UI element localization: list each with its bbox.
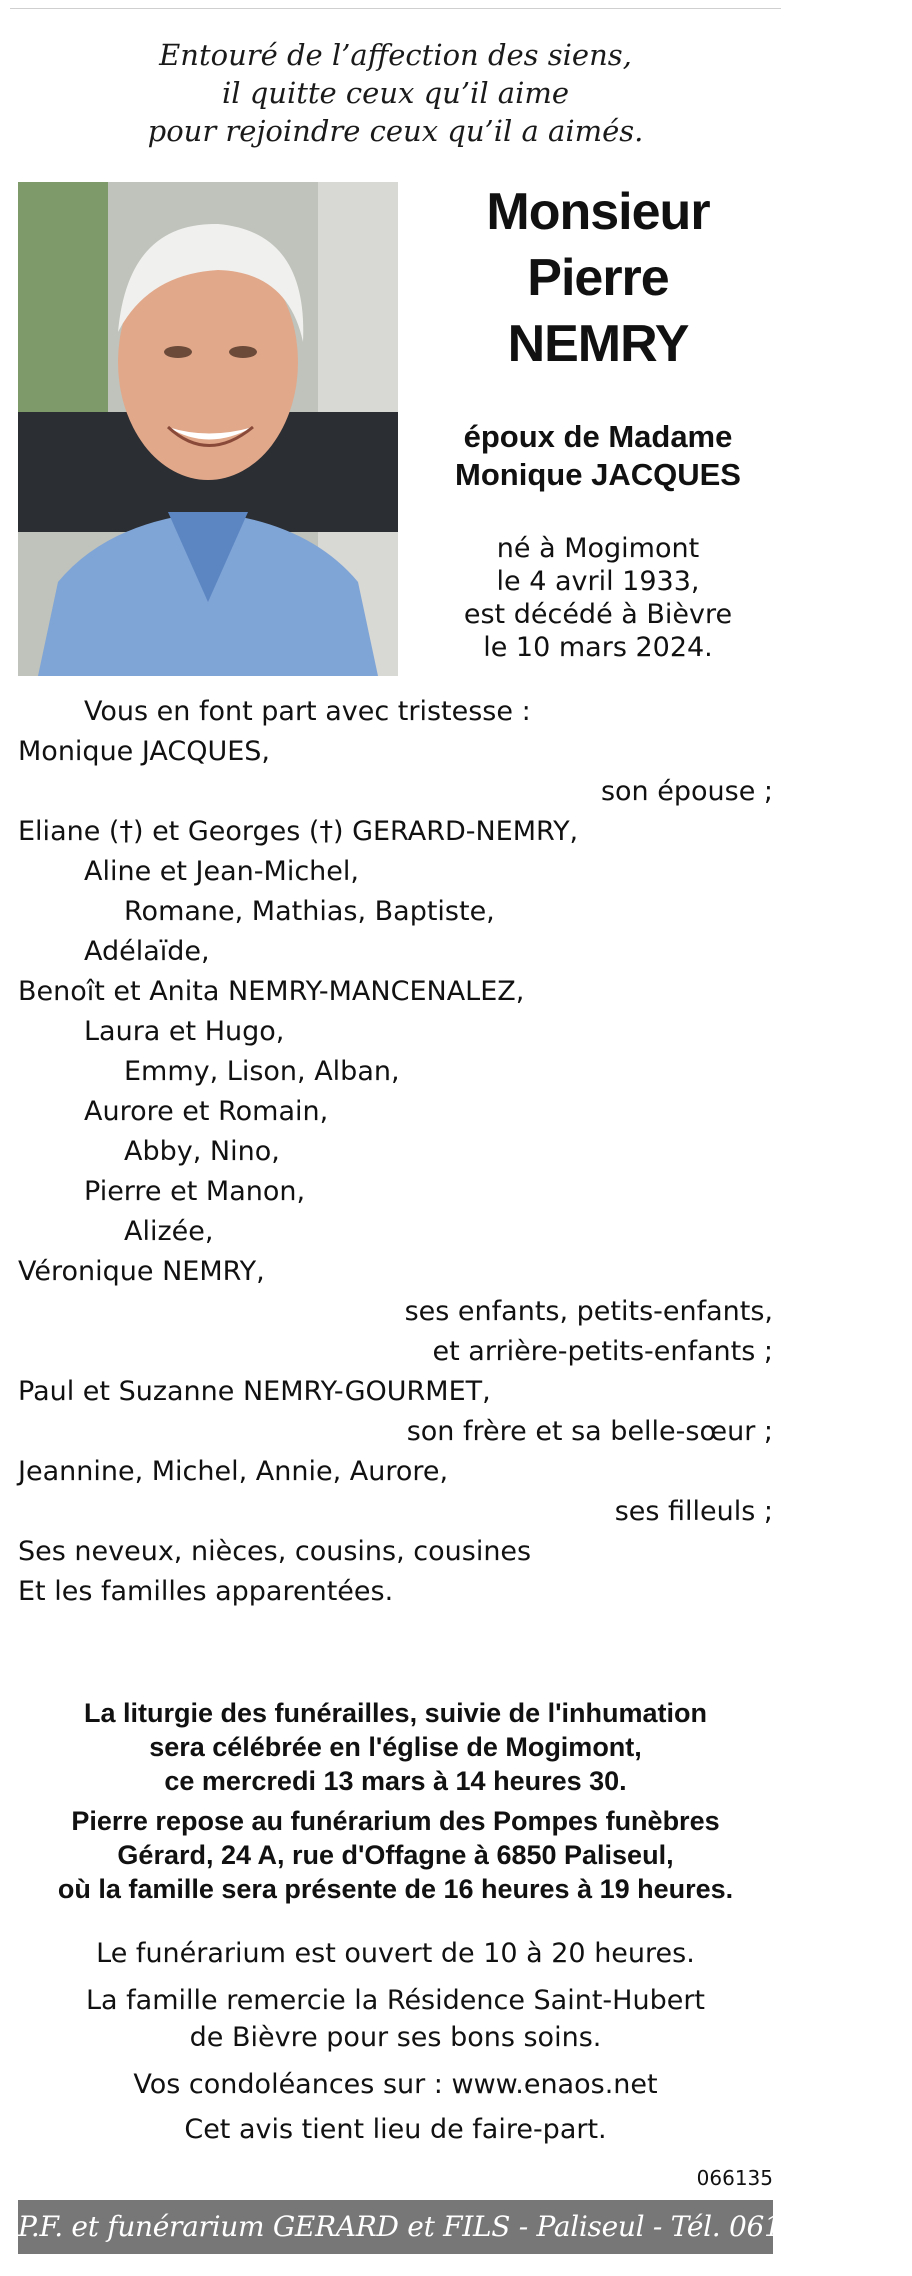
birth-place: né à Mogimont [496, 533, 700, 564]
quote-line: pour rejoindre ceux qu’il a aimés. [147, 114, 644, 148]
spouse-name: Monique JACQUES [455, 457, 741, 492]
birth-death-info [408, 532, 788, 664]
relationship-label: ses filleuls ; [614, 1496, 773, 1527]
deceased-title: Monsieur [486, 183, 710, 241]
reference-number: 066135 [696, 2166, 773, 2190]
funerarium-hours: Le funérarium est ouvert de 10 à 20 heures. [96, 1938, 695, 1969]
spouse-info [408, 418, 788, 494]
portrait-photo [18, 182, 398, 676]
funeral-home-footer: P.F. et funérarium GERARD et FILS - Paliseul - Tél. 061 53 32 84 [18, 2200, 773, 2254]
family-member: Et les familles apparentées. [18, 1576, 394, 1607]
family-member: Véronique NEMRY, [18, 1256, 265, 1287]
family-member: Jeannine, Michel, Annie, Aurore, [18, 1456, 449, 1487]
relationship-label: ses enfants, petits-enfants, [404, 1296, 773, 1327]
family-member: Alizée, [124, 1216, 214, 1247]
family-member: Pierre et Manon, [84, 1176, 306, 1207]
closing-notes [0, 1935, 791, 2148]
condolences-line: Vos condoléances sur : www.enaos.net [133, 2069, 658, 2100]
death-place: est décédé à Bièvre [463, 599, 733, 630]
thanks-line: de Bièvre pour ses bons soins. [189, 2022, 602, 2053]
relationship-label: son épouse ; [600, 776, 773, 807]
family-member: Emmy, Lison, Alban, [124, 1056, 400, 1087]
relationship-label: son frère et sa belle-sœur ; [406, 1416, 773, 1447]
deceased-first-name: Pierre [527, 249, 669, 307]
deceased-last-name: NEMRY [507, 315, 689, 373]
family-member: Benoît et Anita NEMRY-MANCENALEZ, [18, 976, 525, 1007]
death-date: le 10 mars 2024. [483, 632, 713, 663]
family-list [18, 692, 773, 1612]
opening-quote [0, 36, 791, 150]
family-member: Paul et Suzanne NEMRY-GOURMET, [18, 1376, 491, 1407]
top-rule [10, 8, 781, 9]
ceremony-line: Pierre repose au funérarium des Pompes funèbres [71, 1806, 720, 1836]
ceremony-info [0, 1696, 791, 1906]
family-member: Ses neveux, nièces, cousins, cousines [18, 1536, 532, 1567]
ceremony-line: ce mercredi 13 mars à 14 heures 30. [164, 1766, 627, 1796]
family-member: Adélaïde, [84, 936, 210, 967]
quote-line: Entouré de l’affection des siens, [159, 38, 632, 72]
notice-line: Cet avis tient lieu de faire-part. [184, 2114, 607, 2145]
family-intro: Vous en font part avec tristesse : [84, 696, 531, 727]
quote-line: il quitte ceux qu’il aime [221, 76, 570, 110]
family-member: Eliane (†) et Georges (†) GERARD-NEMRY, [18, 816, 579, 847]
ceremony-line: où la famille sera présente de 16 heures à 19 heures. [57, 1874, 734, 1904]
ceremony-line: Gérard, 24 A, rue d'Offagne à 6850 Paliseul, [117, 1840, 674, 1870]
family-member: Abby, Nino, [124, 1136, 280, 1167]
birth-date: le 4 avril 1933, [496, 566, 700, 597]
thanks-line: La famille remercie la Résidence Saint-Hubert [85, 1985, 706, 2016]
ceremony-line: La liturgie des funérailles, suivie de l'inhumation [83, 1698, 708, 1728]
spouse-line: époux de Madame [463, 419, 733, 454]
family-member: Romane, Mathias, Baptiste, [124, 896, 495, 927]
relationship-label: et arrière-petits-enfants ; [432, 1336, 773, 1367]
family-member: Aline et Jean-Michel, [84, 856, 359, 887]
family-member: Aurore et Romain, [84, 1096, 329, 1127]
family-member: Laura et Hugo, [84, 1016, 285, 1047]
ceremony-line: sera célébrée en l'église de Mogimont, [149, 1732, 642, 1762]
family-member: Monique JACQUES, [18, 736, 271, 767]
